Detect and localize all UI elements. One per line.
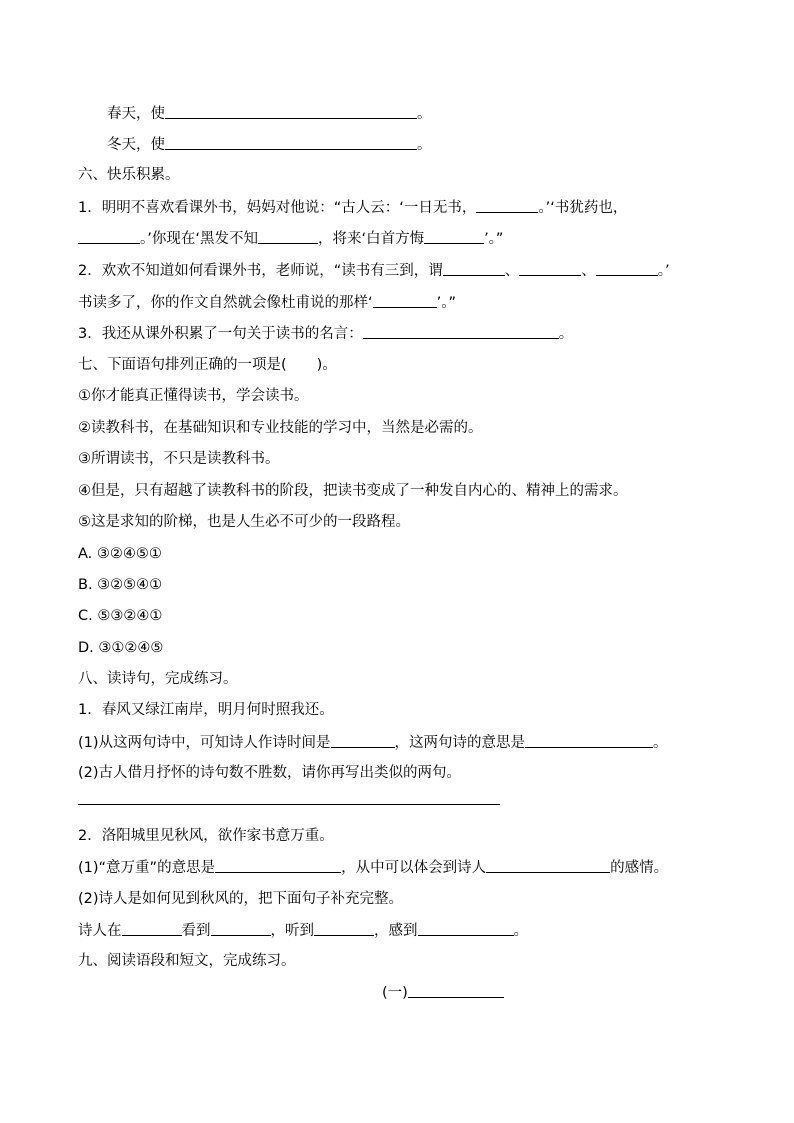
sentence-4: ④但是，只有超越了读教科书的阶段，把读书变成了一种发自内心的、精神上的需求。: [78, 483, 628, 499]
section-heading-7: 七、下面语句排列正确的一项是( )。: [78, 357, 337, 373]
poem-line-2: 2．洛阳城里见秋风，欲作家书意万重。: [78, 828, 334, 844]
question-6-2-line1: 2．欢欢不知道如何看课外书，老师说，“读书有三到，谓 、 、 。’: [78, 260, 670, 281]
blank[interactable]: [525, 732, 653, 748]
blank[interactable]: [258, 228, 318, 244]
blank[interactable]: [314, 920, 374, 936]
question-8-1-1: (1)从这两句诗中，可知诗人作诗时间是 ，这两句诗的意思是 。: [78, 732, 668, 753]
question-6-2-line2: 书读多了，你的作文自然就会像杜甫说的那样‘ ’。”: [78, 292, 456, 313]
blank[interactable]: [122, 920, 182, 936]
blank[interactable]: [476, 197, 538, 213]
blank[interactable]: [215, 857, 341, 873]
question-6-3: 3．我还从课外积累了一句关于读书的名言： 。: [78, 323, 573, 344]
section-heading-6: 六、快乐积累。: [78, 167, 180, 183]
sentence-5: ⑤这是求知的阶梯，也是人生必不可少的一段路程。: [78, 514, 410, 530]
option-d[interactable]: D. ③①②④⑤: [78, 640, 164, 656]
blank[interactable]: [519, 260, 581, 276]
option-b[interactable]: B. ③②⑤④①: [78, 577, 163, 593]
blank[interactable]: [211, 920, 271, 936]
option-a[interactable]: A. ③②④⑤①: [78, 546, 162, 562]
blank[interactable]: [373, 292, 437, 308]
blank[interactable]: [165, 103, 417, 119]
answer-line[interactable]: [78, 804, 500, 805]
question-8-2-1: (1)“意万重”的意思是 ，从中可以体会到诗人 的感情。: [78, 857, 668, 878]
option-c[interactable]: C. ⑤③②④①: [78, 608, 163, 624]
blank[interactable]: [486, 857, 610, 873]
question-6-1-line1: 1．明明不喜欢看课外书，妈妈对他说：“古人云：‘一日无书， 。’‘书犹药也，: [78, 197, 627, 218]
blank[interactable]: [418, 920, 514, 936]
section-heading-9: 九、阅读语段和短文，完成练习。: [78, 953, 296, 969]
blank[interactable]: [443, 260, 505, 276]
sentence-2: ②读教科书，在基础知识和专业技能的学习中，当然是必需的。: [78, 420, 483, 436]
blank[interactable]: [596, 260, 658, 276]
fill-line-winter: 冬天，使 。: [107, 134, 432, 155]
blank[interactable]: [331, 732, 395, 748]
blank[interactable]: [424, 228, 484, 244]
question-6-1-line2: 。’你现在‘黑发不知 ，将来‘白首方悔 ’。”: [78, 228, 503, 249]
blank[interactable]: [408, 982, 504, 998]
blank[interactable]: [363, 323, 559, 339]
sentence-3: ③所谓读书，不只是读教科书。: [78, 451, 280, 467]
question-8-1-2: (2)古人借月抒怀的诗句数不胜数，请你再写出类似的两句。: [78, 765, 462, 781]
question-8-2-2: (2)诗人是如何见到秋风的，把下面句子补充完整。: [78, 891, 404, 907]
blank[interactable]: [78, 228, 140, 244]
section-heading-8: 八、读诗句，完成练习。: [78, 671, 238, 687]
blank[interactable]: [165, 134, 417, 150]
poem-line-1: 1．春风又绿江南岸，明月何时照我还。: [78, 702, 334, 718]
question-8-2-fill: 诗人在 看到 ，听到 ，感到 。: [78, 920, 528, 941]
fill-line-spring: 春天，使 。: [107, 103, 432, 124]
sentence-1: ①你才能真正懂得读书，学会读书。: [78, 388, 309, 404]
subsection-title: (一): [382, 982, 504, 1003]
